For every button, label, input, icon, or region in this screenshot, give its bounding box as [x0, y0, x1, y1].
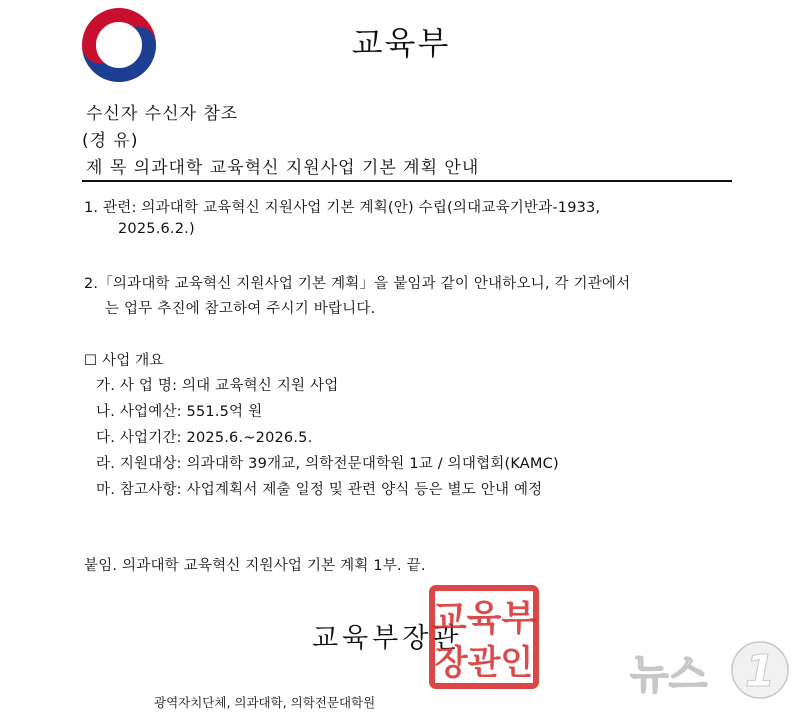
svg-text:1: 1 — [744, 646, 776, 697]
overview-title: ☐ 사업 개요 — [84, 353, 164, 369]
item2-line1: 2.「의과대학 교육혁신 지원사업 기본 계획」을 붙임과 같이 안내하오니, 각 기관에서 — [84, 276, 631, 292]
subject-line: 제 목 의과대학 교육혁신 지원사업 기본 계획 안내 — [86, 158, 480, 178]
header-divider — [82, 180, 732, 182]
overview-item: 다. 사업기간: 2025.6.~2026.5. — [96, 430, 313, 446]
news1-watermark-logo — [628, 638, 796, 702]
item1-line1: 1. 관련: 의과대학 교육혁신 지원사업 기본 계획(안) 수립(의대교육기반과-1933, — [84, 200, 601, 216]
overview-item: 가. 사 업 명: 의대 교육혁신 지원 사업 — [96, 378, 339, 394]
overview-item: 라. 지원대상: 의과대학 39개교, 의학전문대학원 1교 / 의대협회(KAMC) — [96, 456, 559, 472]
recipients-line: 광역자치단체, 의과대학, 의학전문대학원 — [154, 695, 376, 710]
via-line: (경 유) — [82, 131, 139, 151]
overview-item: 나. 사업예산: 551.5억 원 — [96, 404, 263, 420]
item2-line2: 는 업무 추진에 참고하여 주시기 바랍니다. — [105, 301, 376, 317]
svg-text:뉴스: 뉴스 — [630, 652, 708, 698]
overview-item: 마. 참고사항: 사업계획서 제출 일정 및 관련 양식 등은 별도 안내 예정 — [96, 482, 543, 498]
signer-title: 교육부장관 — [312, 623, 463, 654]
recipient-line: 수신자 수신자 참조 — [86, 104, 239, 124]
svg-text:교육부: 교육부 — [431, 598, 537, 639]
attachment-line: 붙임. 의과대학 교육혁신 지원사업 기본 계획 1부. 끝. — [84, 558, 426, 574]
official-seal-icon — [428, 584, 540, 690]
ministry-title: 교육부 — [351, 24, 451, 62]
item1-line2: 2025.6.2.) — [118, 221, 195, 237]
svg-text:장관인: 장관인 — [434, 643, 534, 683]
